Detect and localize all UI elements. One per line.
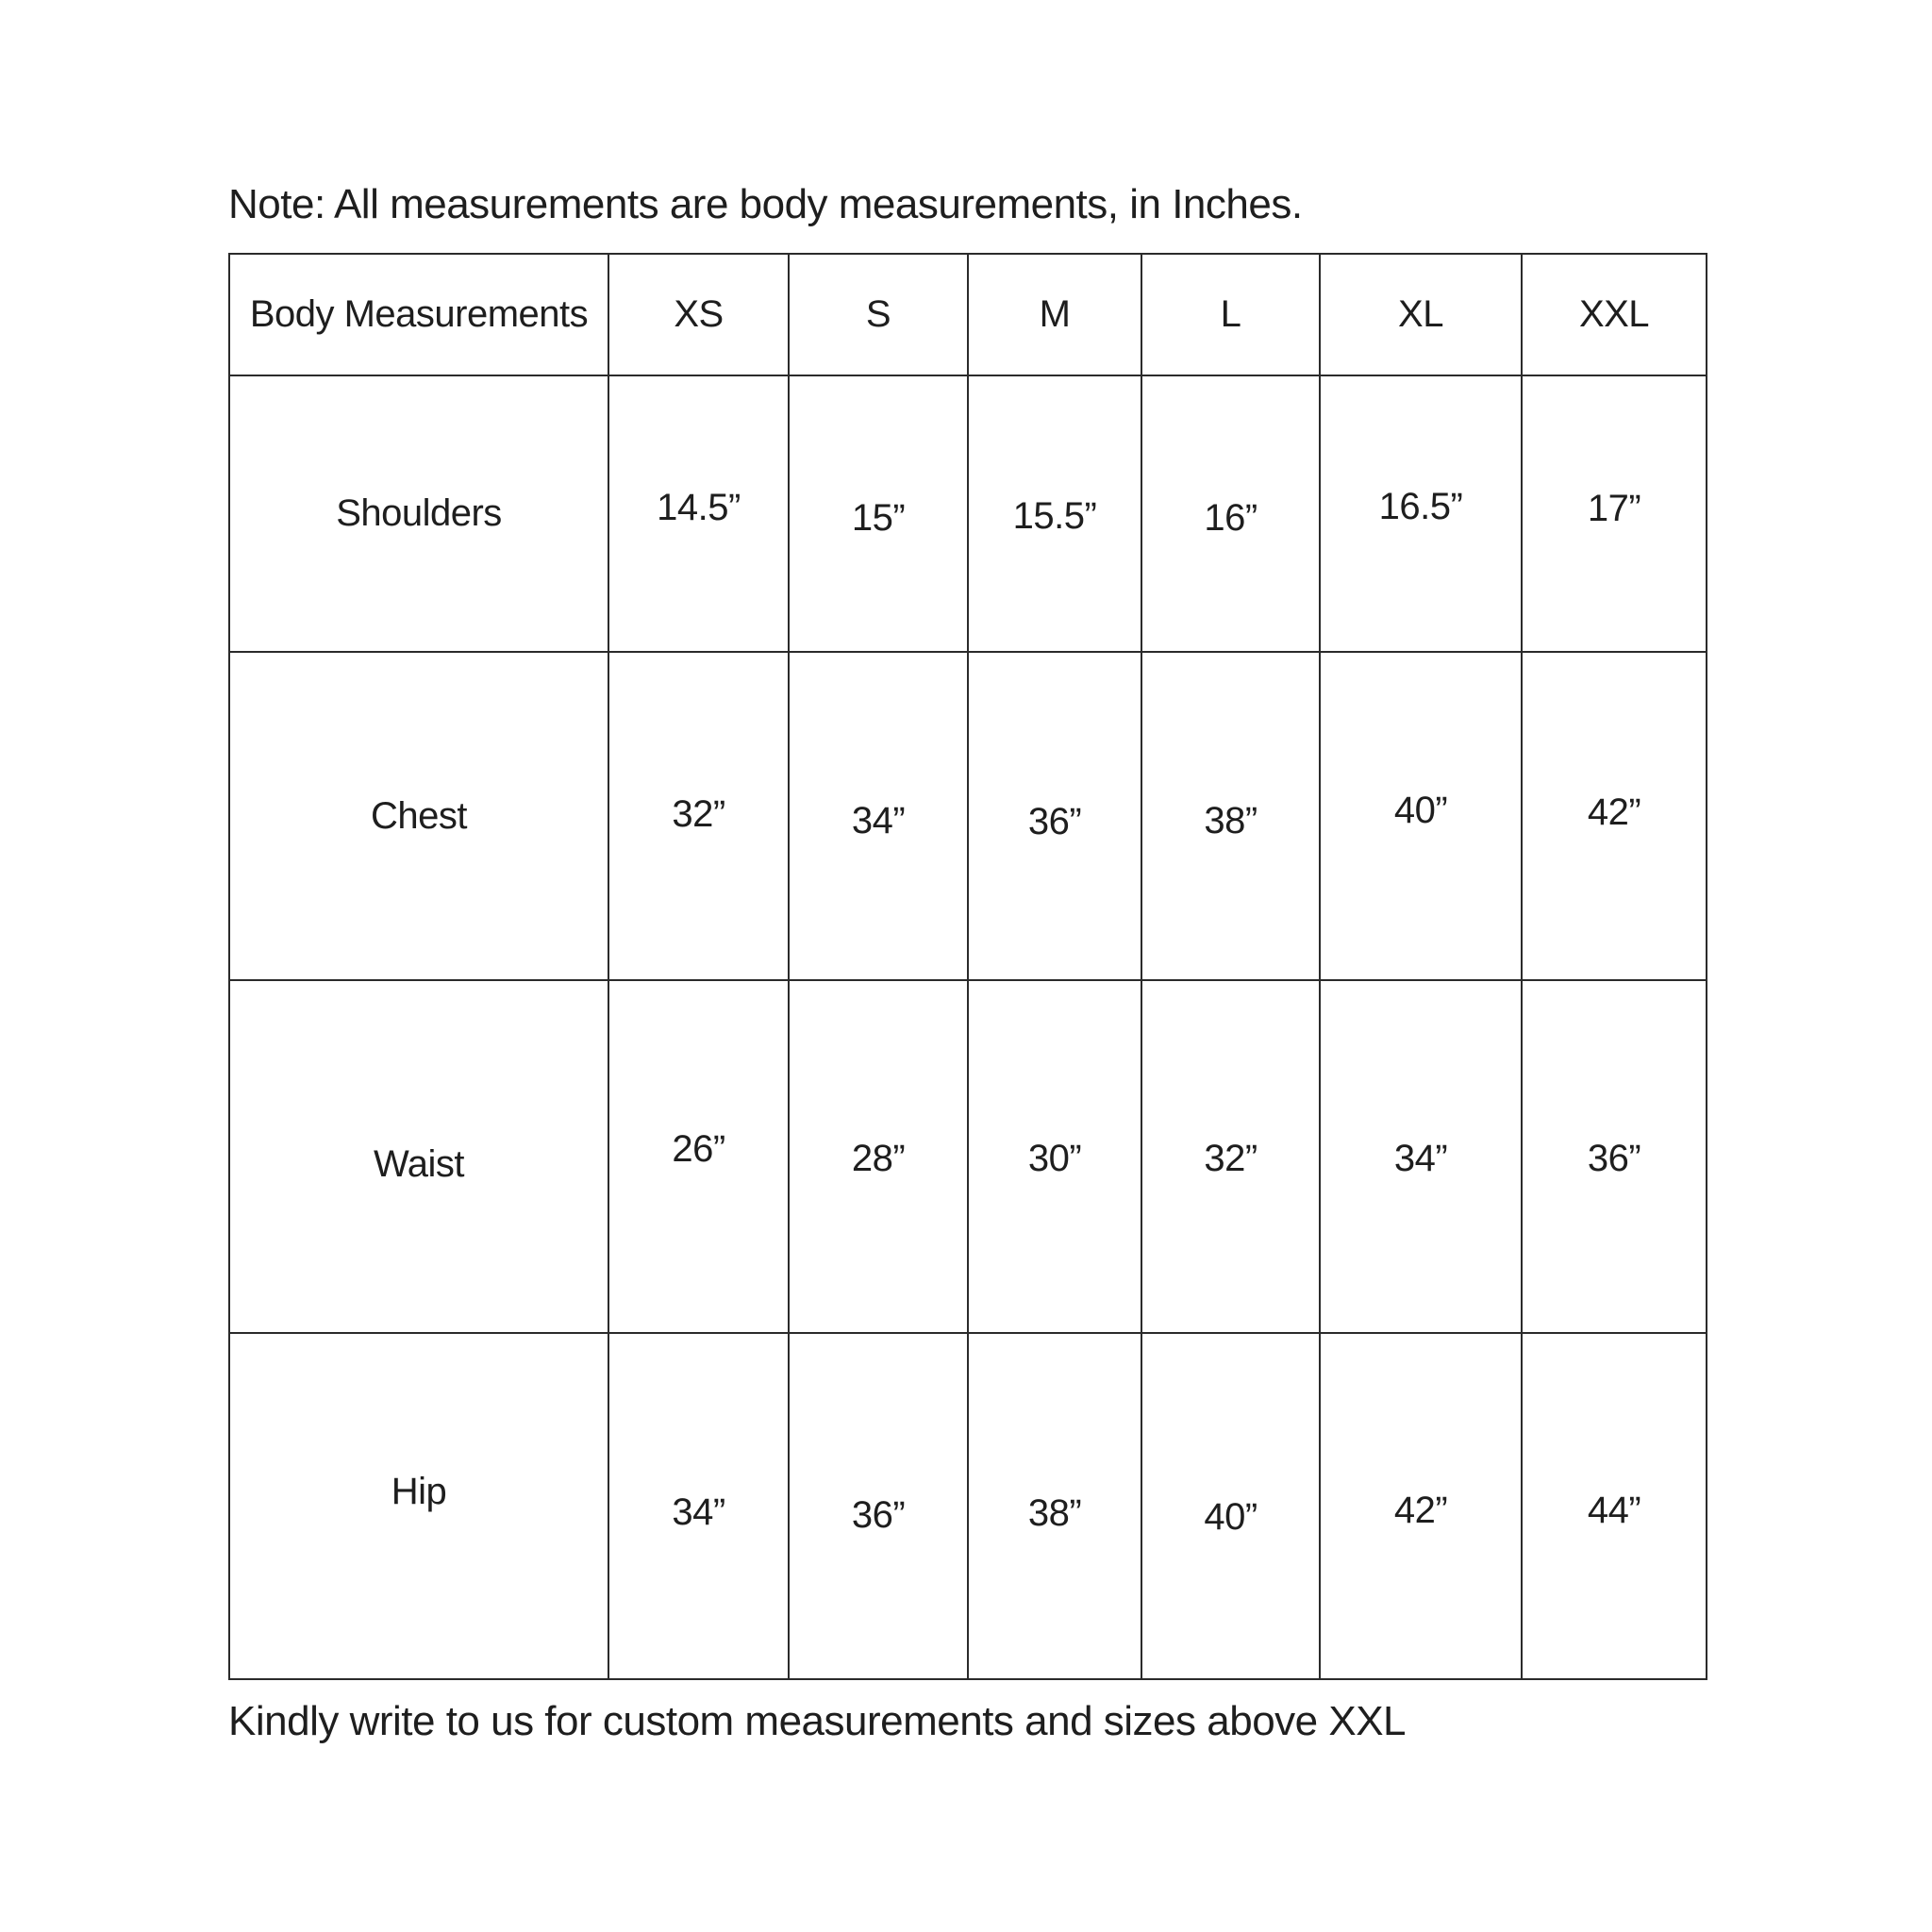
cell-hip-xl: 42”	[1320, 1333, 1522, 1679]
cell-chest-m: 36”	[968, 652, 1141, 980]
cell-shoulders-xxl: 17”	[1522, 375, 1707, 652]
table-row-waist	[229, 980, 1707, 1333]
cell-shoulders-xs: 14.5”	[608, 375, 789, 652]
cell-hip-xxl: 44”	[1522, 1333, 1707, 1679]
cell-hip-m: 38”	[968, 1333, 1141, 1679]
header-cell-s: S	[789, 254, 968, 375]
cell-chest-xxl: 42”	[1522, 652, 1707, 980]
cell-shoulders-xl: 16.5”	[1320, 375, 1522, 652]
note-text: Note: All measurements are body measurements, in Inches.	[228, 181, 1303, 227]
cell-hip-s: 36”	[789, 1333, 968, 1679]
cell-shoulders-m: 15.5”	[968, 375, 1141, 652]
cell-hip-l: 40”	[1141, 1333, 1320, 1679]
cell-hip-xs: 34”	[608, 1333, 789, 1679]
cell-waist-xl: 34”	[1320, 980, 1522, 1333]
footer-text: Kindly write to us for custom measurements and sizes above XXL	[228, 1698, 1407, 1744]
table-header-row	[229, 254, 1707, 375]
header-cell-l: L	[1141, 254, 1320, 375]
cell-shoulders-s: 15”	[789, 375, 968, 652]
size-chart-table	[228, 253, 1707, 1680]
cell-waist-xs: 26”	[608, 980, 789, 1333]
cell-waist-s: 28”	[789, 980, 968, 1333]
row-label-hip: Hip	[229, 1333, 608, 1679]
cell-chest-l: 38”	[1141, 652, 1320, 980]
cell-shoulders-l: 16”	[1141, 375, 1320, 652]
cell-chest-xl: 40”	[1320, 652, 1522, 980]
header-cell-xs: XS	[608, 254, 789, 375]
table-row-shoulders	[229, 375, 1707, 652]
table-row-hip	[229, 1333, 1707, 1679]
cell-waist-l: 32”	[1141, 980, 1320, 1333]
cell-waist-m: 30”	[968, 980, 1141, 1333]
table-row-chest	[229, 652, 1707, 980]
header-cell-xxl: XXL	[1522, 254, 1707, 375]
header-cell-xl: XL	[1320, 254, 1522, 375]
cell-chest-s: 34”	[789, 652, 968, 980]
row-label-chest: Chest	[229, 652, 608, 980]
row-label-waist: Waist	[229, 980, 608, 1333]
row-label-shoulders: Shoulders	[229, 375, 608, 652]
header-cell-body-measurements: Body Measurements	[229, 254, 608, 375]
cell-chest-xs: 32”	[608, 652, 789, 980]
header-cell-m: M	[968, 254, 1141, 375]
cell-waist-xxl: 36”	[1522, 980, 1707, 1333]
